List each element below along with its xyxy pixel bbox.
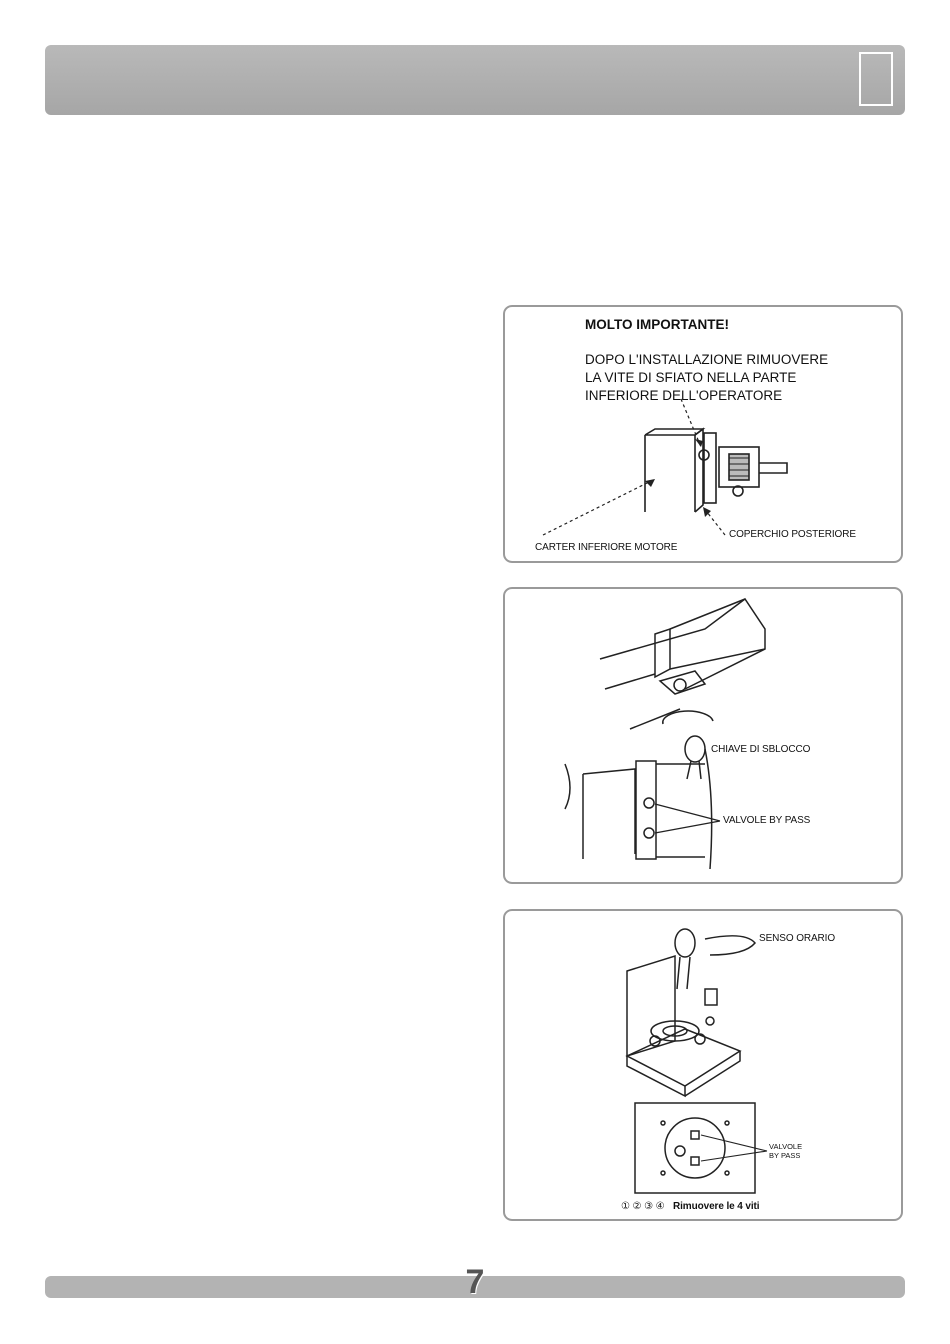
label-lower-case: CARTER INFERIORE MOTORE: [535, 542, 678, 553]
label-back-cover: COPERCHIO POSTERIORE: [729, 529, 856, 540]
release-key-panel: [503, 587, 903, 884]
remove-screws-label: Rimuovere le 4 viti: [673, 1201, 760, 1212]
vent-screw-warning-panel: [503, 305, 903, 563]
header-tab-box: [859, 52, 893, 106]
label-release-key: CHIAVE DI SBLOCCO: [711, 744, 811, 755]
label-clockwise: SENSO ORARIO: [759, 933, 836, 944]
screw-markers: ① ② ③ ④: [621, 1201, 665, 1212]
label-bypass-valves: VALVOLE BY PASS: [723, 815, 811, 826]
release-key-diagram: [505, 589, 903, 884]
warning-title: MOLTO IMPORTANTE!: [585, 317, 729, 332]
warning-line-1: DOPO L'INSTALLAZIONE RIMUOVERE: [585, 352, 829, 367]
header-bar: [45, 45, 905, 115]
bypass-screws-panel: [503, 909, 903, 1221]
label-bypass-line2: BY PASS: [769, 1151, 801, 1160]
label-bypass-line1: VALVOLE: [769, 1142, 803, 1151]
warning-line-3: INFERIORE DELL'OPERATORE: [585, 388, 783, 403]
bypass-screws-diagram: [505, 911, 903, 1221]
warning-line-2: LA VITE DI SFIATO NELLA PARTE: [585, 370, 797, 385]
operator-rear-diagram: [505, 307, 903, 563]
page-number: 7: [465, 1263, 485, 1301]
